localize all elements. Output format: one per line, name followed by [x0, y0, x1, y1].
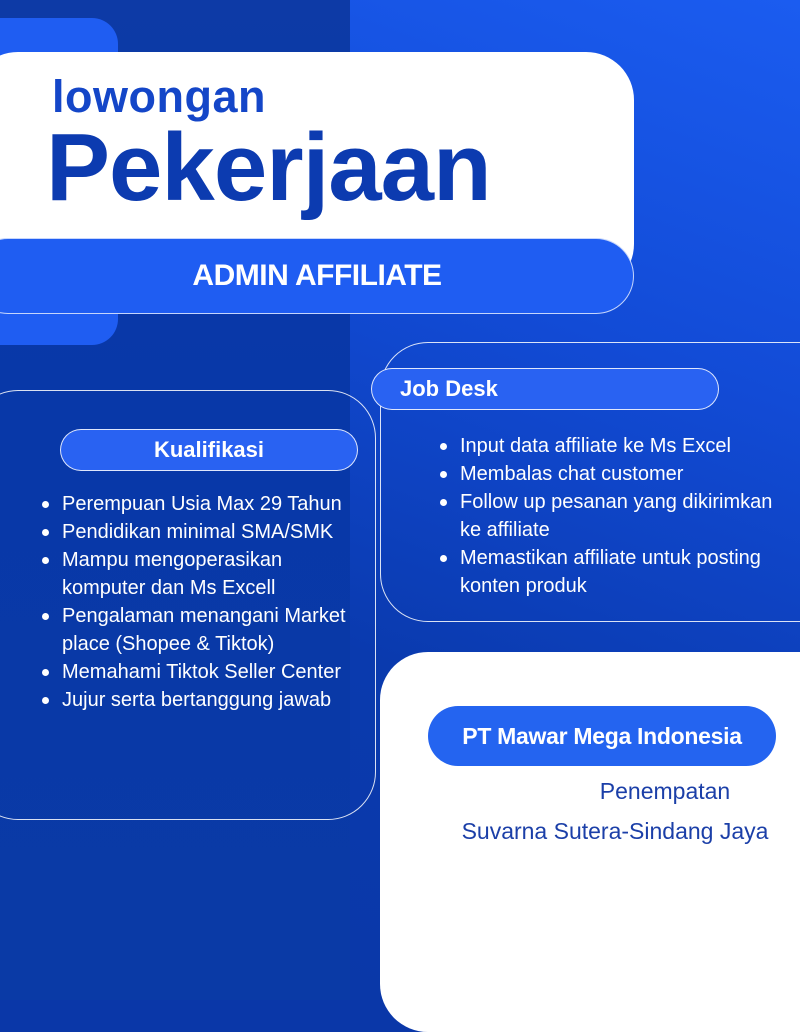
- job-desk-item: Input data affiliate ke Ms Excel: [438, 432, 783, 460]
- kualifikasi-item: Jujur serta bertanggung jawab: [40, 686, 350, 714]
- placement-label: Penempatan: [599, 778, 731, 804]
- job-desk-item: Memastikan affiliate untuk posting konten produk: [438, 544, 783, 600]
- placement-location: Suvarna Sutera-Sindang Jaya: [461, 818, 769, 844]
- kualifikasi-item: Pengalaman menangani Market place (Shopee & Tiktok): [40, 602, 350, 658]
- job-desk-heading-pill: [371, 368, 719, 410]
- title-lowongan: lowongan: [52, 71, 266, 122]
- title-pekerjaan: Pekerjaan: [46, 114, 491, 221]
- position-title: ADMIN AFFILIATE: [192, 259, 442, 292]
- company-name: PT Mawar Mega Indonesia: [462, 722, 742, 749]
- kualifikasi-heading-pill: [60, 429, 358, 471]
- job-desk-list: [438, 432, 783, 600]
- kualifikasi-heading: Kualifikasi: [153, 437, 265, 462]
- job-desk-item: Follow up pesanan yang dikirimkan ke affiliate: [438, 488, 783, 544]
- kualifikasi-item: Mampu mengoperasikan komputer dan Ms Excell: [40, 546, 350, 602]
- kualifikasi-list: [40, 490, 350, 714]
- kualifikasi-item: Memahami Tiktok Seller Center: [40, 658, 350, 686]
- job-desk-heading: Job Desk: [400, 376, 498, 401]
- company-name-pill: [428, 706, 776, 766]
- kualifikasi-item: Pendidikan minimal SMA/SMK: [40, 518, 350, 546]
- kualifikasi-item: Perempuan Usia Max 29 Tahun: [40, 490, 350, 518]
- position-banner: [0, 238, 634, 314]
- job-desk-item: Membalas chat customer: [438, 460, 783, 488]
